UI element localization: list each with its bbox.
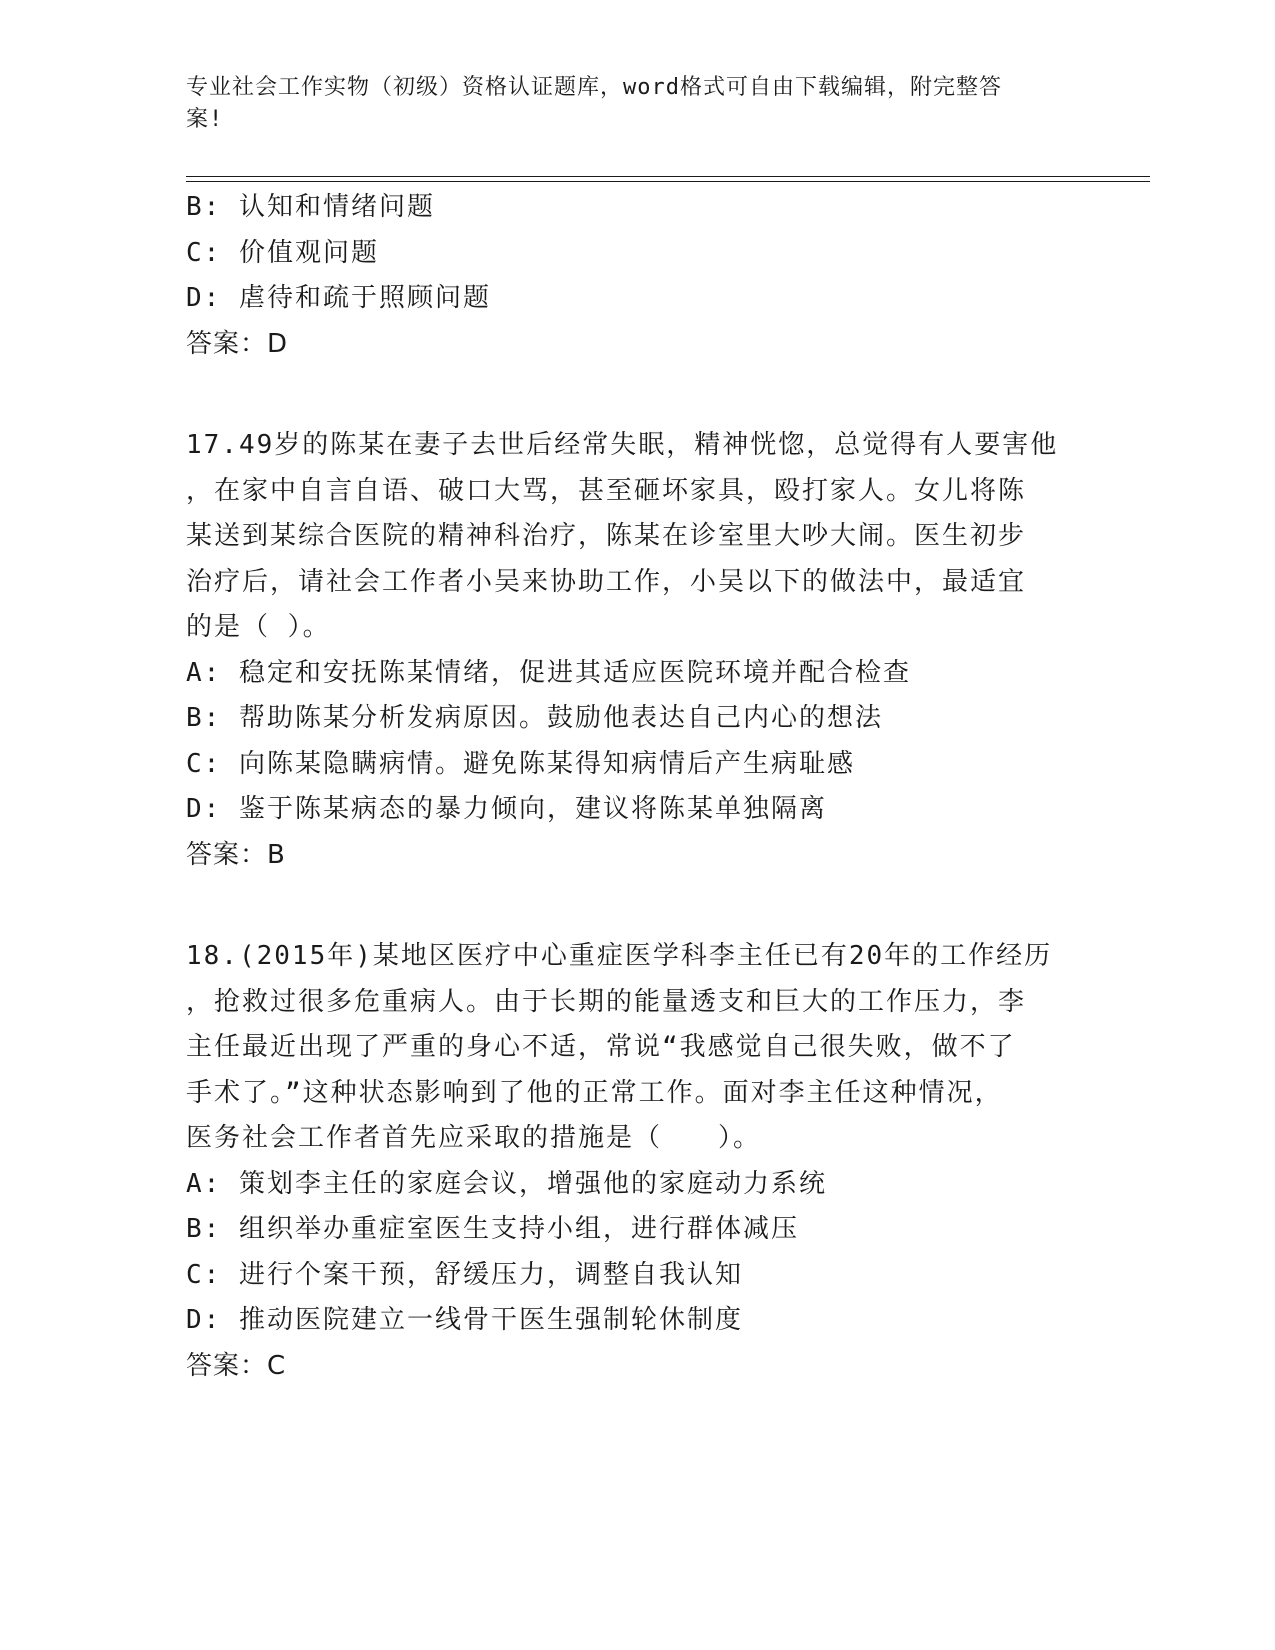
question-stem-line: 手术了。”这种状态影响到了他的正常工作。面对李主任这种情况， — [186, 1077, 1003, 1108]
question-stem-line: 18.(2015年)某地区医疗中心重症医学科李主任已有20年的工作经历 — [186, 941, 1053, 971]
option-c: C: 价值观问题 — [186, 237, 379, 268]
question-spacer — [186, 878, 1086, 934]
option-c: C: 进行个案干预，舒缓压力，调整自我认知 — [186, 1259, 743, 1290]
question-stem-line: ，抢救过很多危重病人。由于长期的能量透支和巨大的工作压力，李 — [186, 986, 1027, 1017]
question-content — [186, 185, 1086, 1389]
option-a: A: 稳定和安抚陈某情绪，促进其适应医院环境并配合检查 — [186, 657, 911, 688]
option-c: C: 向陈某隐瞒病情。避免陈某得知病情后产生病耻感 — [186, 748, 855, 779]
answer-line: 答案：B — [186, 839, 286, 870]
option-d: D: 鉴于陈某病态的暴力倾向，建议将陈某单独隔离 — [186, 794, 827, 824]
header-rule-top — [186, 176, 1150, 177]
header-rule-bottom — [186, 181, 1150, 182]
question-spacer — [186, 367, 1086, 423]
question-17 — [186, 423, 1086, 878]
question-18 — [186, 934, 1086, 1389]
question-stem-line: 17.49岁的陈某在妻子去世后经常失眠，精神恍惚，总觉得有人要害他 — [186, 430, 1059, 460]
question-stem-line: 某送到某综合医院的精神科治疗，陈某在诊室里大吵大闹。医生初步 — [186, 521, 1027, 551]
option-d: D: 虐待和疏于照顾问题 — [186, 283, 491, 313]
header-line-1: 专业社会工作实物（初级）资格认证题库，word格式可自由下载编辑，附完整答 — [186, 75, 1002, 100]
answer-line: 答案：C — [186, 1350, 287, 1381]
question-16 — [186, 185, 1086, 367]
option-b: B: 组织举办重症室医生支持小组，进行群体减压 — [186, 1214, 799, 1244]
option-b: B: 认知和情绪问题 — [186, 192, 435, 222]
question-stem-line: 主任最近出现了严重的身心不适，常说“我感觉自己很失败，做不了 — [186, 1032, 1016, 1062]
question-stem-line: 治疗后，请社会工作者小吴来协助工作，小吴以下的做法中，最适宜 — [186, 566, 1027, 597]
option-b: B: 帮助陈某分析发病原因。鼓励他表达自己内心的想法 — [186, 703, 883, 733]
option-a: A: 策划李主任的家庭会议，增强他的家庭动力系统 — [186, 1168, 827, 1199]
question-stem-line: 医务社会工作者首先应采取的措施是（ ）。 — [186, 1123, 762, 1153]
question-stem-line: ，在家中自言自语、破口大骂，甚至砸坏家具，殴打家人。女儿将陈 — [186, 475, 1027, 506]
option-d: D: 推动医院建立一线骨干医生强制轮休制度 — [186, 1305, 743, 1335]
question-stem-line: 的是（ ）。 — [186, 612, 331, 642]
header-line-2: 案! — [186, 107, 224, 132]
page-header — [186, 72, 1066, 136]
answer-line: 答案：D — [186, 328, 289, 359]
